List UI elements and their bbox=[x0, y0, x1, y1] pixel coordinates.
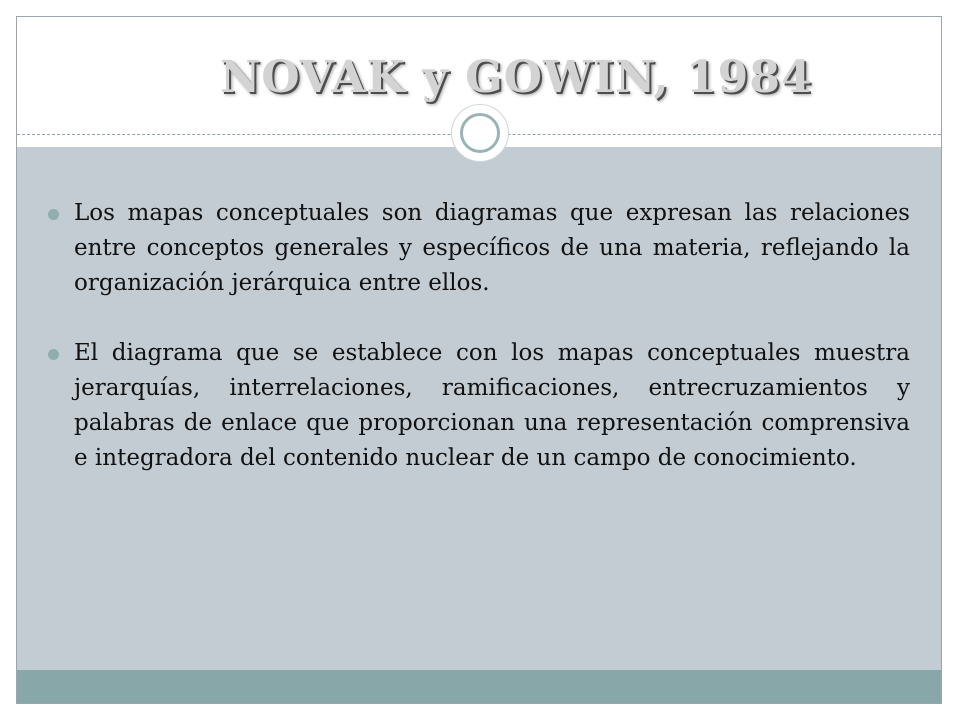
slide-title: NOVAK y GOWIN, 1984 bbox=[220, 52, 813, 103]
ring-ornament-inner bbox=[460, 113, 500, 153]
footer-band bbox=[17, 670, 941, 703]
circle-bullet-icon bbox=[48, 349, 59, 360]
circle-bullet-icon bbox=[48, 209, 59, 220]
bullet-item bbox=[48, 336, 910, 476]
bullet-text: Los mapas conceptuales son diagramas que expresan las relaciones entre conceptos generales y específicos de una materia, reflejando la organización jerárquica entre ellos. bbox=[74, 200, 910, 296]
ring-ornament-icon bbox=[451, 104, 509, 162]
bullet-text: El diagrama que se establece con los mapas conceptuales muestra jerarquías, interrelaciones, ramificaciones, entrecruzamientos y palabras de enlace que proporcionan una representación comprensiva e integradora del contenido nuclear de un campo de conocimiento. bbox=[74, 340, 910, 471]
bullet-item bbox=[48, 196, 910, 301]
bullet-list bbox=[48, 196, 910, 511]
